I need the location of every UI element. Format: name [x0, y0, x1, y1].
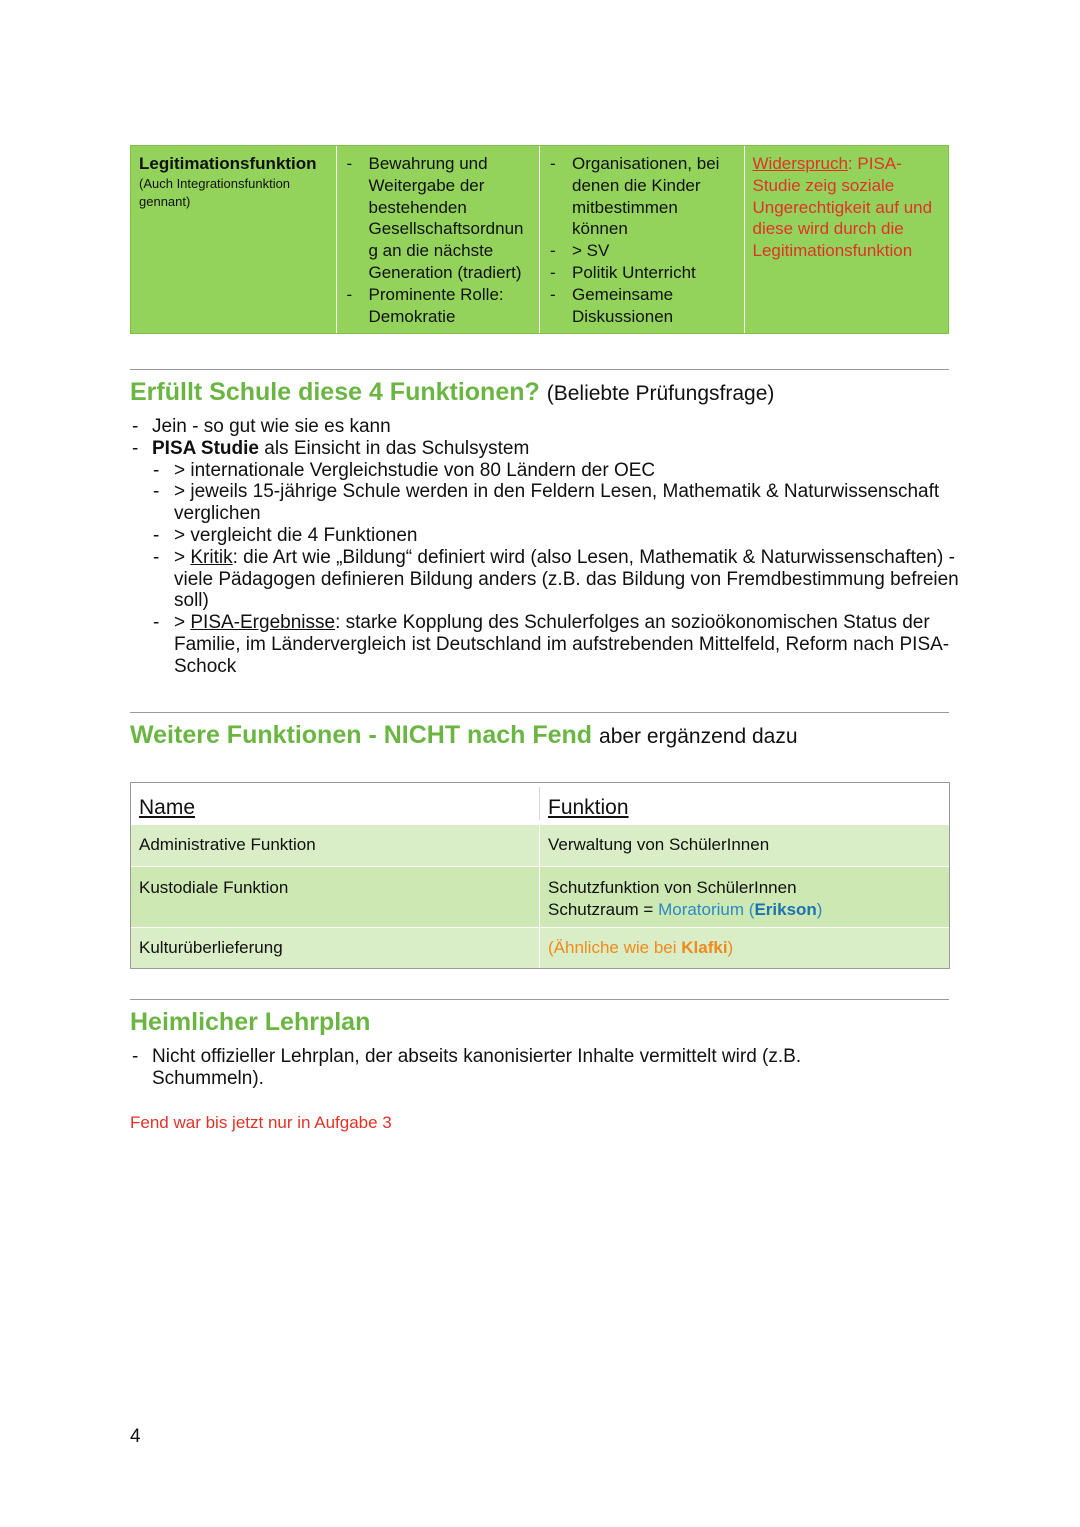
- column-header-function: Funktion: [548, 796, 629, 819]
- list-item: - > internationale Vergleichstudie von 80 Ländern der OEC: [130, 460, 960, 482]
- function-prefix: Schutzraum =: [548, 900, 659, 919]
- heading-text: Weitere Funktionen - NICHT nach Fend: [130, 721, 593, 749]
- page-number: 4: [130, 1426, 141, 1447]
- table-cell-name: Kustodiale Funktion: [131, 867, 540, 927]
- klafki-author: Klafki: [681, 938, 728, 957]
- legitimation-description-cell: [336, 146, 540, 333]
- legitimation-examples-cell: [539, 146, 744, 333]
- results-text: : starke Kopplung des Schulerfolges an sozioökonomischen Status der Familie, im Ländervergleich ist Deutschland im aufstrebenden Mittelfeld, Reform nach PISA-Schock: [174, 612, 950, 677]
- table-cell-name: Administrative Funktion: [131, 825, 540, 866]
- item-prefix: >: [174, 612, 191, 634]
- list-item: - > SV: [548, 240, 736, 262]
- results-label: PISA-Ergebnisse: [190, 612, 336, 634]
- table-row: [131, 866, 949, 927]
- function-line: Schutzfunktion von SchülerInnen: [548, 878, 797, 897]
- section-heading-further-functions: [130, 721, 798, 750]
- moratorium-term: Moratorium: [658, 900, 745, 919]
- legitimation-name-cell: [131, 146, 336, 333]
- list-item: [130, 612, 960, 677]
- erikson-author: Erikson: [754, 900, 817, 919]
- critique-label: Kritik: [190, 546, 233, 568]
- list-item: - Gemeinsame Diskussionen: [548, 284, 736, 328]
- legitimation-critique-cell: [744, 146, 949, 333]
- hidden-curriculum-list: [130, 1046, 850, 1090]
- list-item: - Nicht offizieller Lehrplan, der abseits kanonisierter Inhalte vermittelt wird (z.B. Schummeln).: [130, 1046, 850, 1090]
- section-divider: [130, 712, 949, 713]
- paren-close: ): [816, 900, 823, 919]
- list-item: [130, 547, 960, 612]
- paren-open: (: [744, 900, 755, 919]
- column-header-name: Name: [131, 787, 540, 820]
- heading-text: Erfüllt Schule diese 4 Funktionen?: [130, 378, 540, 406]
- section-divider: [130, 369, 949, 370]
- table-cell-name: Kulturüberlieferung: [131, 928, 540, 968]
- pisa-text: als Einsicht in das Schulsystem: [258, 437, 530, 459]
- list-item: - Prominente Rolle: Demokratie: [345, 284, 532, 328]
- heading-suffix: (Beliebte Prüfungsfrage): [546, 382, 775, 405]
- table-header-row: [131, 783, 949, 824]
- table-cell-function: [540, 867, 949, 927]
- section-heading-functions-fulfilled: [130, 378, 774, 407]
- contradiction-colon: :: [847, 154, 853, 173]
- list-item: - Bewahrung und Weitergabe der bestehenden Gesellschaftsordnun g an die nächste Generation (tradiert): [345, 153, 532, 284]
- function-line: [548, 899, 941, 921]
- table-row: [131, 927, 949, 968]
- paren-close: ): [727, 938, 734, 957]
- pisa-label: PISA Studie: [152, 437, 259, 459]
- function-prefix: (Ähnliche wie bei: [548, 938, 682, 957]
- functions-table: [130, 782, 950, 969]
- contradiction-text: PISA-Studie zeig soziale Ungerechtigkeit auf und diese wird durch die Legitimationsfunktion: [752, 154, 933, 261]
- heading-suffix: aber ergänzend dazu: [599, 725, 798, 748]
- list-item: - Organisationen, bei denen die Kinder mitbestimmen können: [548, 153, 736, 240]
- contradiction-label: Widerspruch: [752, 154, 848, 173]
- list-item: - > jeweils 15-jährige Schule werden in den Feldern Lesen, Mathematik & Naturwissenschaft verglichen: [130, 481, 960, 525]
- list-item: - > vergleicht die 4 Funktionen: [130, 525, 960, 547]
- legitimation-title: Legitimationsfunktion: [139, 154, 317, 173]
- table-row: [131, 824, 949, 866]
- item-prefix: >: [174, 546, 191, 568]
- critique-text: : die Art wie „Bildung“ definiert wird (also Lesen, Mathematik & Naturwissenschaften) - viele Pädagogen definieren Bildung anders (z.B. das Bildung von Fremdbestimmung befreien soll): [174, 546, 959, 612]
- legitimation-subtitle: (Auch Integrationsfunktion gennant): [139, 175, 291, 209]
- section-heading-hidden-curriculum: [130, 1008, 370, 1037]
- list-item: - Jein - so gut wie sie es kann: [130, 416, 960, 438]
- table-cell-function: Verwaltung von SchülerInnen: [548, 835, 770, 854]
- pisa-list: [130, 416, 960, 678]
- heading-text: Heimlicher Lehrplan: [130, 1008, 371, 1036]
- list-item: [130, 438, 960, 460]
- red-note: Fend war bis jetzt nur in Aufgabe 3: [130, 1113, 392, 1132]
- table-cell-function: [540, 928, 949, 968]
- legitimation-table-row: [130, 145, 949, 334]
- list-item: - Politik Unterricht: [548, 262, 736, 284]
- section-divider: [130, 999, 949, 1000]
